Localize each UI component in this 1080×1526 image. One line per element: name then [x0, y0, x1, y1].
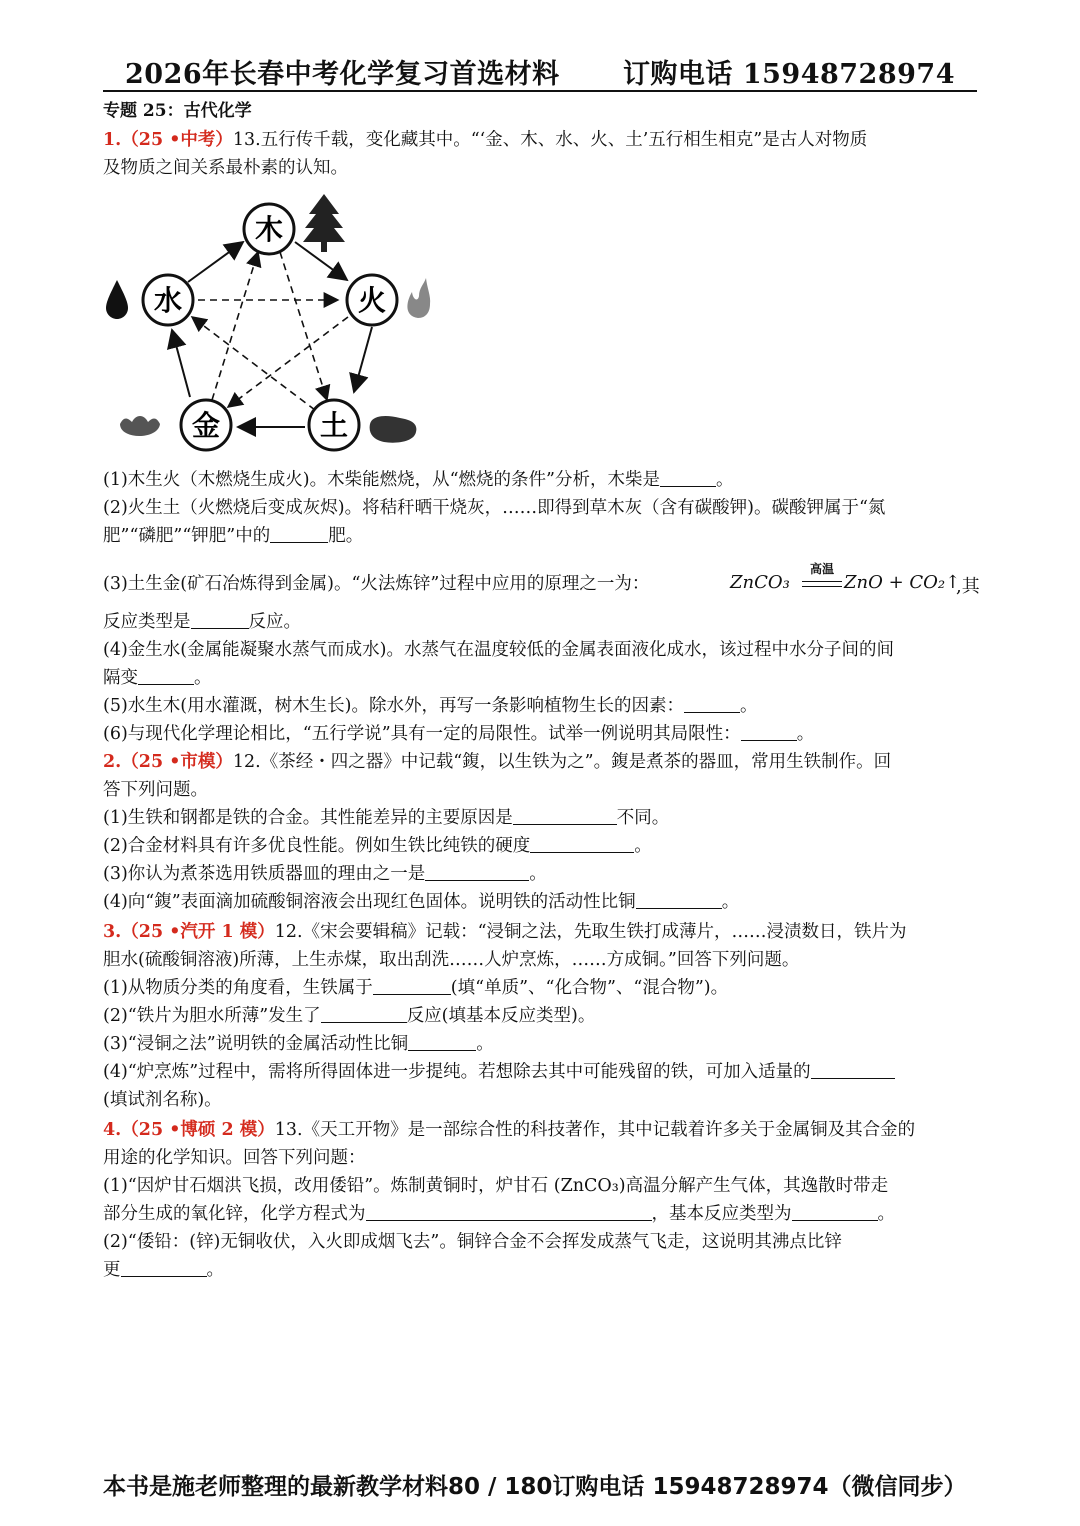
q3-sub-1: [103, 974, 983, 1002]
topic-heading: 专题 25：古代化学: [103, 101, 252, 121]
q2-s2-blank[interactable]: [530, 834, 634, 853]
equation-line-2: [802, 586, 842, 587]
q3-stem-a: 12.《宋会要辑稿》记载：“浸铜之法，先取生铁打成薄片，……浸渍数日，铁片为: [274, 922, 907, 942]
q3-s3-end: 。: [476, 1034, 494, 1054]
q3-s2-end: 反应(填基本反应类型)。: [406, 1006, 596, 1026]
q2-stem-a: 12.《茶经・四之器》中记载“鍑，以生铁为之”。鍑是煮茶的器皿，常用生铁制作。回: [232, 752, 892, 772]
q2-stem-line-1: [103, 748, 983, 776]
q4-stem-line-2: 用途的化学知识。回答下列问题：: [103, 1148, 366, 1168]
dashed-arrow-metal-to-wood: [212, 252, 258, 400]
q1-s6-end: 。: [796, 724, 815, 744]
q2-s1-end: 不同。: [616, 808, 670, 828]
node-wood: [244, 204, 294, 254]
q1-s2-blank[interactable]: [270, 524, 328, 543]
q1-sub-3-line-2: [103, 608, 983, 636]
rock-icon: [370, 416, 417, 443]
equation-condition: 高温: [809, 562, 834, 576]
q3-sub-4-line-1: [103, 1058, 983, 1086]
q1-sub-4-line-2: [103, 664, 983, 692]
q2-s3-blank[interactable]: [425, 862, 529, 881]
node-water-label: 水: [153, 284, 183, 317]
node-wood-label: 木: [254, 213, 284, 246]
page-header: [103, 50, 977, 92]
q4-s2-text: 更: [103, 1260, 121, 1280]
q2-s2-end: 。: [634, 836, 652, 856]
q3-s4-text: (4)“炉烹炼”过程中，需将所得固体进一步提纯。若想除去其中可能残留的铁，可加入适量的: [103, 1062, 811, 1082]
q1-tag: 1.（25 •中考）: [103, 130, 233, 150]
q3-s4-blank[interactable]: [811, 1060, 895, 1079]
q3-s2-text: (2)“铁片为胆水所薄”发生了: [103, 1006, 321, 1026]
q1-sub-5: [103, 692, 983, 720]
q2-sub-3: [103, 860, 983, 888]
q1-s1-blank[interactable]: [660, 468, 716, 487]
q4-sub-2-line-1: (2)“倭铅：(锌)无铜收伏，入火即成烟飞去”。铜锌合金不会挥发成蒸气飞走，这说明其沸点比锌: [103, 1232, 842, 1252]
q3-sub-4-line-2: (填试剂名称)。: [103, 1090, 222, 1110]
q3-s1-blank[interactable]: [373, 976, 451, 995]
q2-s2-text: (2)合金材料具有许多优良性能。例如生铁比纯铁的硬度: [103, 836, 531, 856]
node-fire-label: 火: [357, 284, 387, 317]
node-earth-label: 土: [319, 409, 349, 442]
q1-s3-text: 反应类型是: [103, 612, 191, 632]
q2-sub-4: [103, 888, 983, 916]
q1-s4-blank[interactable]: [138, 666, 194, 685]
header-phone: 订购电话 15948728974: [622, 59, 955, 90]
q1-s3-end: 反应。: [248, 612, 301, 632]
q1-sub-3-line-1: (3)土生金(矿石冶炼得到金属)。“火法炼锌”过程中应用的原理之一为：: [103, 574, 650, 594]
flame-icon: [407, 278, 430, 318]
q1-stem-a: 13.五行传千载，变化藏其中。“‘金、木、水、火、土’五行相生相克”是古人对物质: [232, 130, 868, 150]
equation-tail: ,其: [956, 576, 980, 597]
q2-s1-blank[interactable]: [513, 806, 617, 825]
q3-stem-line-1: [103, 918, 983, 946]
q3-s3-blank[interactable]: [408, 1032, 476, 1051]
q4-s1-type-blank[interactable]: [792, 1202, 878, 1221]
q3-sub-2: [103, 1002, 983, 1030]
q1-sub-2-line-2: [103, 522, 983, 550]
q1-s4-text: 隔变: [103, 668, 138, 688]
node-water: [143, 275, 193, 325]
q1-sub-2-line-1: (2)火生土（火燃烧后变成灰烬)。将秸秆晒干烧灰，……即得到草木灰（含有碳酸钾)。碳酸钾属于“氮: [103, 498, 886, 518]
node-fire: [347, 275, 397, 325]
dashed-arrow-earth-to-water: [192, 317, 315, 410]
gold-ingot-icon: [120, 416, 160, 436]
q1-s2-text: 肥”“磷肥”“钾肥”中的: [103, 526, 271, 546]
q1-stem-line-1: [103, 126, 983, 154]
q1-stem-line-2: 及物质之间关系最朴素的认知。: [103, 158, 348, 178]
q4-sub-1-line-1: (1)“因炉甘石烟洪飞损，改用倭铅”。炼制黄铜时，炉甘石 (ZnCO₃)高温分解产生气体，其逸散时带走: [103, 1176, 889, 1196]
q3-s2-blank[interactable]: [321, 1004, 407, 1023]
q1-s1-end: 。: [716, 470, 734, 490]
node-earth: [309, 400, 359, 450]
q4-sub-2-line-2: [103, 1256, 983, 1284]
q2-s3-end: 。: [529, 864, 547, 884]
dashed-arrow-wood-to-earth: [280, 252, 327, 400]
q2-stem-line-2: 答下列问题。: [103, 780, 208, 800]
q4-sub-1-line-2: [103, 1200, 983, 1228]
q1-s6-blank[interactable]: [741, 722, 797, 741]
q1-s1-text: (1)木生火（木燃烧生成火)。木柴能燃烧，从“燃烧的条件”分析，木柴是: [103, 470, 661, 490]
arrow-fire-to-earth: [354, 327, 372, 392]
equation-line-1: [802, 581, 842, 582]
q1-s3-blank[interactable]: [191, 610, 249, 629]
q4-s2-blank[interactable]: [121, 1258, 207, 1277]
q2-s4-blank[interactable]: [636, 890, 722, 909]
q3-s1-text: (1)从物质分类的角度看，生铁属于: [103, 978, 373, 998]
q3-s1-end: (填“单质”、“化合物”、“混合物”)。: [450, 978, 729, 998]
q4-s1-text: 部分生成的氧化锌，化学方程式为: [103, 1204, 366, 1224]
zinc-carbonate-equation: [730, 560, 980, 604]
water-drop-icon: [106, 280, 128, 319]
q2-tag: 2.（25 •市模）: [103, 752, 233, 772]
q4-stem-line-1: [103, 1116, 983, 1144]
q1-s5-text: (5)水生木(用水灌溉，树木生长)。除水外，再写一条影响植物生长的因素：: [103, 696, 684, 716]
q2-sub-1: [103, 804, 983, 832]
equation-left: ZnCO₃: [730, 572, 790, 593]
q1-s5-blank[interactable]: [684, 694, 740, 713]
q4-s2-end: 。: [206, 1260, 224, 1280]
node-metal-label: 金: [191, 409, 221, 442]
q4-s1-equation-blank[interactable]: [366, 1202, 652, 1221]
equation-right: ZnO + CO₂↑: [844, 572, 961, 593]
q1-sub-6: [103, 720, 983, 748]
q3-stem-line-2: 胆水(硫酸铜溶液)所薄，上生赤煤，取出刮洗……人炉烹炼，……方成铜。”回答下列问题。: [103, 950, 800, 970]
q4-tag: 4.（25 •博硕 2 模）: [103, 1120, 275, 1140]
q1-sub-4-line-1: (4)金生水(金属能凝聚水蒸气而成水)。水蒸气在温度较低的金属表面液化成水，该过程中水分子间的间: [103, 640, 894, 660]
five-elements-diagram: [100, 192, 440, 462]
q3-s3-text: (3)“浸铜之法”说明铁的金属活动性比铜: [103, 1034, 409, 1054]
q4-s1-mid: ，基本反应类型为: [651, 1204, 792, 1224]
q1-s2-end: 肥。: [328, 526, 364, 546]
node-metal: [181, 400, 231, 450]
q1-s5-end: 。: [739, 696, 758, 716]
q2-s3-text: (3)你认为煮茶选用铁质器皿的理由之一是: [103, 864, 426, 884]
page-footer: 本书是施老师整理的最新教学材料80 / 180订购电话 15948728974（微信同步）: [103, 1474, 967, 1500]
q4-stem-a: 13.《天工开物》是一部综合性的科技著作，其中记载着许多关于金属铜及其合金的: [274, 1120, 916, 1140]
dashed-arrow-fire-to-metal: [228, 317, 348, 407]
arrow-water-to-wood: [188, 242, 243, 282]
tree-icon: [303, 194, 345, 252]
q2-s4-text: (4)向“鍑”表面滴加硫酸铜溶液会出现红色固体。说明铁的活动性比铜: [103, 892, 636, 912]
q2-s1-text: (1)生铁和钢都是铁的合金。其性能差异的主要原因是: [103, 808, 513, 828]
q2-s4-end: 。: [721, 892, 740, 912]
q1-s4-end: 。: [194, 668, 212, 688]
q3-sub-3: [103, 1030, 983, 1058]
q3-tag: 3.（25 •汽开 1 模）: [103, 922, 275, 942]
arrow-metal-to-water: [172, 330, 190, 397]
header-title: 2026年长春中考化学复习首选材料: [125, 59, 560, 90]
q1-sub-1: [103, 466, 983, 494]
q1-s6-text: (6)与现代化学理论相比，“五行学说”具有一定的局限性。试举一例说明其局限性：: [103, 724, 741, 744]
q4-s1-end: 。: [877, 1204, 895, 1224]
q2-sub-2: [103, 832, 983, 860]
